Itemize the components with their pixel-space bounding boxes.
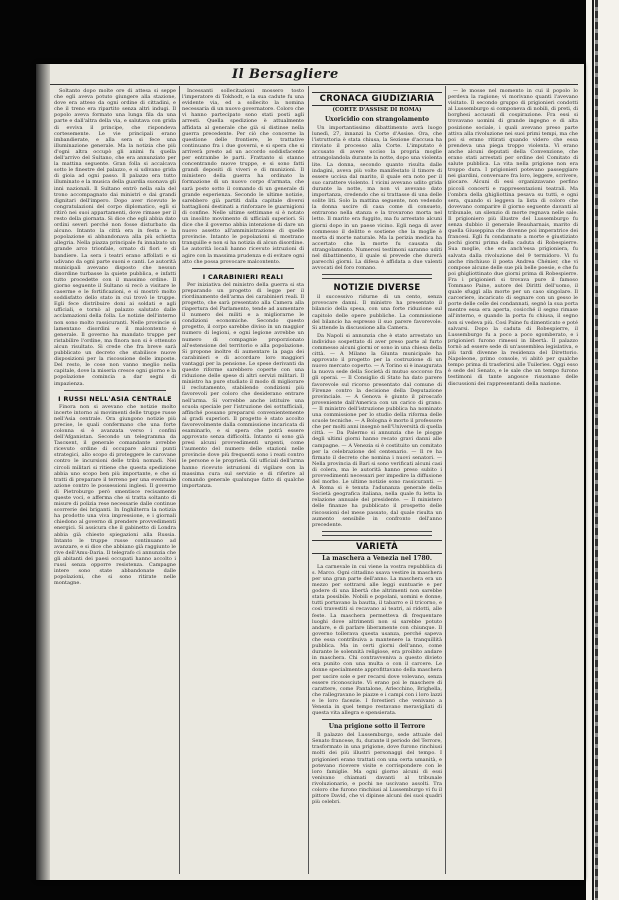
page-gutter-shadow [36, 64, 50, 880]
separator [322, 274, 432, 279]
article-text: Da Napoli si annunzia che è stato arrestato un individuo sospettato di aver preso parte al furto commesso alcuni giorni or sono in una chiesa della città. — A Milano la Giunta municipale ha approvato il progetto per la costruzione di un nuovo mercato coperto. — A Torino si è inaugurata la nuova sede della Società di mutuo soccorso fra gli operai. — Il Consiglio di Stato ha dato parere favorevole sul ricorso presentato dal comune di Firenze contro la decisione della Deputazione provinciale. — A Genova è giunto il piroscafo proveniente dall'America con un carico di grano. — Il ministro dell'istruzione pubblica ha nominato una commissione per lo studio della riforma delle scuole tecniche. — A Bologna è morto il professore che per molti anni insegnò nell'Università di quella città. — Da Palermo si annunzia che le piogge degli ultimi giorni hanno recato gravi danni alle campagne. — A Venezia si è costituito un comitato per la celebrazione del centenario. — Il re ha firmato il decreto che nomina i nuovi senatori. — Nella provincia di Bari si sono verificati alcuni casi di colera, ma le autorità hanno preso subito i provvedimenti necessari per impedire la diffusione del morbo. Le ultime notizie sono rassicuranti. — A Roma si è tenuta l'adunanza generale della Società geografica italiana, nella quale fu letta la relazione annuale del presidente. — Il ministero delle finanze ha pubblicato il prospetto delle riscossioni del mese passato, dal quale risulta un aumento sensibile in confronto dell'anno precedente. [312, 332, 442, 528]
article-text: Soltanto dopo molte ore di attesa si seppe che egli aveva potuto giungere alla stazione, dove era atteso da ogni ordine di cittadini, e che il treno era ripartito senza altri indugi. Il popolo aveva formato una lunga fila da una parte e dall'altra della via, e salutava con grida di evviva il principe, che rispondeva cortesemente. Le vie principali erano imbandierate, e alla sera si fece una illuminazione generale. Ma la notizia che più d'ogni altra occupò gli animi fu quella dell'arrivo del Sultano, che era annunziato per la mattina seguente. Gran folla si accalcava sotto le finestre del palazzo, e si udivano grida di gioia ad ogni passo. Il palazzo era tutto illuminato e la musica della guardia suonava gli inni nazionali. Il Sultano entrò nella sala del trono accompagnato dai ministri e dai grandi dignitari dell'impero. Dopo aver ricevuto le congratulazioni del corpo diplomatico, egli si ritirò nei suoi appartamenti, dove rimase per il resto della giornata. Si dice che egli abbia dato ordini severi perché non fosse disturbato da alcuno. Intanto la città era in festa e la popolazione si abbandonava alla più schietta allegria. Nella piazza principale fu innalzato un grande arco trionfale, ornato di fiori e di bandiere. La sera i teatri erano affollati e si udivano da ogni parte suoni e canti. Le autorità municipali avevano disposto che nessun disordine turbasse la quiete pubblica, e infatti tutto procedette con il massimo ordine. Il giorno seguente il Sultano si recò a visitare le caserme e le fortificazioni, e si mostrò molto soddisfatto dello stato in cui trovò le truppe. Egli fece distribuire doni ai soldati e agli ufficiali, e tornò al palazzo salutato dalle acclamazioni della folla. Le notizie dell'interno non sono molto rassicuranti. Nelle provincie si lamentano disordini e il malcontento è generale. Il governo ha mandato truppe per ristabilire l'ordine, ma finora non si è ottenuto alcun risultato. Si crede che fra breve sarà pubblicato un decreto che stabilisce nuove disposizioni per la riscossione delle imposte. Del resto, le cose non vanno meglio nella capitale, dove la miseria cresce ogni giorno e la popolazione comincia a dar segni di impazienza. [54, 88, 176, 387]
separator [192, 268, 294, 269]
separator [64, 390, 166, 391]
article-text: Il palazzo del Lussemburgo, sede attuale del Senato francese, fu, durante il periodo del Terrore, trasformato in una prigione, dove furono rinchiusi molti dei più illustri personaggi del tempo. I prigionieri erano trattati con una certa umanità, e potevano ricevere visite e corrispondere con le loro famiglie. Ma ogni giorno alcuni di essi venivano chiamati davanti al tribunale rivoluzionario, e pochi ne uscivano assolti. Tra coloro che furono rinchiusi al Lussemburgo vi fu il pittore David, che vi dipinse alcuni dei suoi quadri più celebri. [312, 732, 442, 806]
column-3 [312, 88, 442, 874]
article-text: il successivo ridurne di un cento, senza provocare danni. Il ministro ha presentato il bilancio della spesa, con una forte riduzione sul capitolo delle opere pubbliche. La commissione del bilancio ha espresso il suo parere favorevole. Si attende la discussione alla Camera. [312, 294, 442, 331]
article-text: Finora non si avevano che notizie molto incerte intorno ai movimenti delle truppe russe nell'Asia centrale. Ora giungono notizie più precise, le quali confermano che una forte colonna si è avanzata verso i confini dell'Afganistan. Secondo un telegramma da Tascкent, il generale comandante avrebbe ricevuto ordine di occupare alcuni punti strategici, allo scopo di proteggere le carovane contro le incursioni delle tribù nomadi. Nei circoli militari si ritiene che questa spedizione abbia uno scopo ben più importante, e che si tratti di preparare il terreno per una eventuale azione contro le possessioni inglesi. Il governo di Pietroburgo però smentisce recisamente queste voci, e afferma che si tratta soltanto di misure di polizia rese necessarie dalle continue scorrerie dei briganti. In Inghilterra la notizia ha prodotto una viva impressione, e i giornali chiedono al governo di prendere provvedimenti energici. Si assicura che il gabinetto di Londra abbia già chiesto spiegazioni alla Russia. Intanto le truppe russe continuano ad avanzare, e si dice che abbiano già raggiunto le rive dell'Amu-Daria. Il telegrafo ci annunzia che gli abitanti dei paesi occupati hanno accolto i russi senza opporre resistenza. Campagne intere sono state abbandonate dalle popolazioni, che si sono ritirate nelle montagne. [54, 403, 176, 587]
column-2 [182, 88, 304, 874]
column-4 [448, 88, 578, 874]
masthead-rule [50, 84, 578, 85]
article-text: Un importantissimo dibattimento avrà luogo lunedì, 27, innanzi la Corte d'Assise. Ora, che l'istruttoria è stata chiusa, la Sezione d'accusa ha rinviato il processo alla Corte. L'imputato è accusato di avere ucciso la propria moglie strangolandola durante la notte, dopo una violenta lite. La donna, secondo quanto risulta dalle indagini, aveva più volte manifestato il timore di essere uccisa dal marito, il quale era noto per il suo carattere violento. I vicini avevano udito grida durante la notte, ma non vi avevano dato importanza, credendo che si trattasse di una delle solite liti. Solo la mattina seguente, non vedendo la donna uscire di casa come di consueto, entrarono nella stanza e la trovarono morta nel letto. Il marito era fuggito, ma fu arrestato alcuni giorni dopo in un paese vicino. Egli nega di aver commesso il delitto e sostiene che la moglie è morta di morte naturale. Ma la perizia medica ha accertato che la morte fu causata da strangolamento. Numerosi testimoni saranno uditi nel dibattimento, il quale si prevede che durerà parecchi giorni. La difesa è affidata a due valenti avvocati del foro romano. [312, 125, 442, 272]
section-subtitle: (CORTE D'ASSISE DI ROMA) [332, 107, 422, 113]
article-text: Per iniziativa del ministro della guerra si sta preparando un progetto di legge per il riordinamento dell'arma dei carabinieri reali. Il progetto, che sarà presentato alla Camera alla riapertura del Parlamento, tende ad aumentare il numero dei militi e a migliorarne le condizioni economiche. Secondo questo progetto, il corpo sarebbe diviso in un maggior numero di legioni, e ogni legione avrebbe un numero di compagnie proporzionato all'estensione del territorio e alla popolazione. Si propone inoltre di aumentare la paga dei carabinieri e di accordare loro maggiori vantaggi per la pensione. Le spese derivanti da queste riforme sarebbero coperte con una riduzione delle spese di altri servizi militari. Il ministro ha pure studiato il modo di migliorare il reclutamento, stabilendo condizioni più favorevoli per coloro che desiderano entrare nell'arma. Si vorrebbe anche istituire una scuola speciale per l'istruzione dei sottufficiali, affinché possano prepararsi convenientemente ai gradi superiori. Il progetto è stato accolto favorevolmente dalla commissione incaricata di esaminarlo, e si spera che potrà essere approvato senza difficoltà. Intanto si sono già presi alcuni provvedimenti urgenti, come l'aumento del numero delle stazioni nelle provincie dove più frequenti sono i reati contro le persone e le proprietà. Gli ufficiali dell'arma hanno ricevuto istruzioni di vigilare con la massima cura sul servizio e di riferire al comando generale qualunque fatto di qualche importanza. [182, 281, 304, 489]
page-edge-texture [595, 0, 598, 900]
column-rule [445, 86, 446, 874]
column-1 [54, 88, 176, 874]
column-rule [179, 86, 180, 874]
separator [322, 719, 432, 720]
section-heading: I RUSSI NELL'ASIA CENTRALE [58, 394, 172, 403]
article-text: La carnevale in cui viene la vostra repubblica di s. Marco. Ogni cittadino usava vestire in maschera per una gran parte dell'anno. La maschera era un mezzo per sottrarsi alle leggi suntuarie e per godere di una libertà che altrimenti non sarebbe stata possibile. Nobili e popolani, uomini e donne, tutti portavano la bautta, il tabarro e il tricorno, e così travestiti si recavano ai teatri, ai ridotti, alle feste. La maschera permetteva di frequentare luoghi dove altrimenti non si sarebbe potuto andare, e di parlare liberamente con chiunque. Il governo tollerava questa usanza, perché sapeva che essa contribuiva a mantenere la tranquillità pubblica. Ma in certi giorni dell'anno, come durante le solennità religiose, era proibito andare in maschera. Chi contravveniva a questo divieto era punito con una multa o con il carcere. Le donne specialmente approfittavano della maschera per uscire sole e per recarsi dove volevano, senza essere riconosciute. Vi erano poi le maschere di carattere, come Pantalone, Arlecchino, Brighella, che rallegravano le piazze e i campi con i loro lazzi e le loro facezie. I forestieri che venivano a Venezia in quel tempo restavano meravigliati di questa vita allegra e spensierata. [312, 563, 442, 717]
section-heading: VARIETÀ [312, 540, 442, 554]
newspaper-page [36, 64, 584, 880]
article-text: Incessanti sollecitazioni mossero tosto l'imperatore di Tokhodt, e la sua cadute fu una evidente via, ed a sollecito la nomina necessaria di un nuovo governatore. Coloro che vi hanno partecipato sono stati posti agli arresti. Quella spedizione è attualmente affidata al generale che già si distinse nella guerra precedente. Per ciò che concerne la questione delle frontiere, le trattative continuano fra i due governi, e si spera che si arriverà presto ad un accordo soddisfacente per entrambe le parti. Frattanto si stanno concentrando nuove truppe, e si sono fatti grandi depositi di viveri e di munizioni. Il ministero della guerra ha ordinato la formazione di un nuovo corpo d'armata, che sarà posto sotto il comando di un generale di grande esperienza. Secondo le ultime notizie, sarebbero già partiti dalla capitale diversi battaglioni destinati a rinforzare le guarnigioni di confine. Nelle ultime settimane si è notato un insolito movimento di ufficiali superiori. Si dice che il governo abbia intenzione di dare un nuovo assetto all'amministrazione di quelle provincie. Intanto le popolazioni si mostrano tranquille e non si ha notizia di alcun disordine. Le autorità locali hanno ricevuto istruzioni di agire con la massima prudenza e di evitare ogni atto che possa provocare malcontento. [182, 88, 304, 265]
article-text: — le mosse nel momento in cui il popolo lo perdeva la ragione; vi morivano quanti l'avevano visitato. Il secondo gruppo di prigionieri condotti al Lussemburgo si componeva di nobili, di preti, di borghesi accusati di cospirazione. Fra essi si trovavano uomini di grande ingegno e di alta posizione sociale, i quali avevano preso parte attiva alla rivoluzione nei suoi primi tempi, ma che poi si erano ritirati quando videro che essa prendeva una piega troppo violenta. Vi erano anche alcuni deputati della Convenzione, che erano stati arrestati per ordine del Comitato di salute pubblica. La vita nella prigione non era troppo dura. I prigionieri potevano passeggiare nei giardini, conversare fra loro, leggere, scrivere, giocare. Alcuni di essi organizzavano perfino piccoli concerti e rappresentazioni teatrali. Ma l'ombra della ghigliottina pesava su tutti, e ogni sera, quando si leggeva la lista di coloro che dovevano comparire il giorno seguente davanti al tribunale, un silenzio di morte regnava nelle sale. Il prigioniero più illustre del Lussemburgo fu senza dubbio il generale Beauharnais, marito di quella Giuseppina che divenne poi imperatrice dei francesi. Egli fu condannato a morte e giustiziato pochi giorni prima della caduta di Robespierre. Sua moglie, che era anch'essa prigioniera, fu salvata dalla rivoluzione del 9 termidoro. Vi fu anche rinchiuso il poeta Andrea Chénier, che vi compose alcune delle sue più belle poesie, e che fu poi ghigliottinato due giorni prima di Robespierre. Fra i prigionieri si trovava pure il famoso Tommaso Paine, autore dei Diritti dell'uomo, il quale sfuggì alla morte per un caso singolare. Il carceriere, incaricato di segnare con un gesso le porte delle celle dei condannati, segnò la sua porta mentre essa era aperta, cosicché il segno rimase all'interno, e quando la porta fu chiusa, il segno non si vedeva più. Così Paine fu dimenticato e poté salvarsi. Dopo la caduta di Robespierre, il Lussemburgo fu a poco a poco sgomberato, e i prigionieri furono rimessi in libertà. Il palazzo tornò ad essere sede di un'assemblea legislativa, e più tardi divenne la residenza del Direttorio. Napoleone, primo console, vi abitò per qualche tempo prima di trasferirsi alle Tuileries. Oggi esso è sede del Senato, e le sale che un tempo furono testimoni di tante angosce risuonano delle discussioni dei rappresentanti della nazione. [448, 88, 578, 387]
section-subtitle: La maschera a Venezia nel 1780. [322, 554, 432, 562]
section-heading: CRONACA GIUDIZIARIA [312, 92, 442, 106]
adjacent-page-edge [586, 0, 619, 900]
section-heading: NOTIZIE DIVERSE [333, 283, 421, 294]
case-title: Uxoricidio con strangolamento [324, 116, 430, 123]
masthead-title: Il Bersagliere [232, 67, 339, 82]
column-rule [308, 86, 309, 874]
section-heading: I CARABINIERI REALI [202, 272, 284, 281]
article-title: Una prigione sotto il Terrore [328, 723, 426, 731]
separator [322, 531, 432, 536]
